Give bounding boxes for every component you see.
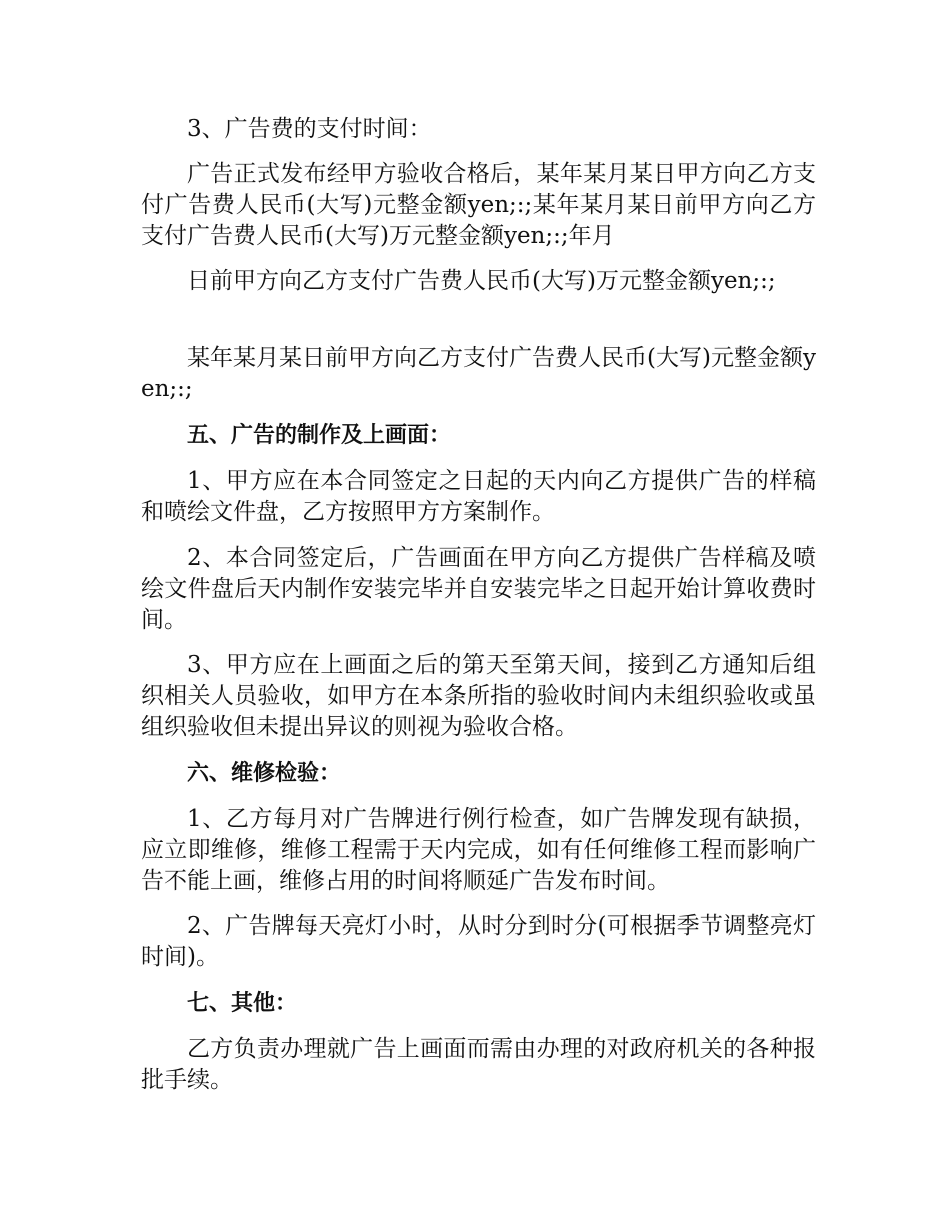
section-heading-other: 七、其他： (187, 991, 298, 1016)
paragraph-other-1: 乙方负责办理就广告上画面而需由办理的对政府机关的各种报批手续。 (141, 1036, 816, 1093)
paragraph-production-1: 1、甲方应在本合同签定之日起的天内向乙方提供广告的样稿和喷绘文件盘，乙方按照甲方方案制作。 (141, 468, 816, 525)
paragraph-production-2: 2、本合同签定后，广告画面在甲方向乙方提供广告样稿及喷绘文件盘后天内制作安装完毕并自安装完毕之日起开始计算收费时间。 (141, 545, 816, 633)
paragraph-payment-time-title: 3、广告费的支付时间： (187, 116, 432, 142)
section-heading-production: 五、广告的制作及上画面： (187, 423, 452, 448)
paragraph-payment-schedule-1: 广告正式发布经甲方验收合格后，某年某月某日甲方向乙方支付广告费人民币(大写)元整金额yen;:;某年某月某日前甲方向乙方支付广告费人民币(大写)万元整金额yen;:;年月 (141, 161, 816, 249)
paragraph-production-3: 3、甲方应在上画面之后的第天至第天间，接到乙方通知后组织相关人员验收，如甲方在本条所指的验收时间内未组织验收或虽组织验收但未提出异议的则视为验收合格。 (141, 652, 816, 740)
paragraph-maintenance-2: 2、广告牌每天亮灯小时，从时分到时分(可根据季节调整亮灯时间)。 (141, 913, 816, 970)
paragraph-payment-schedule-2: 日前甲方向乙方支付广告费人民币(大写)万元整金额yen;:; (187, 268, 776, 294)
paragraph-payment-schedule-3: 某年某月某日前甲方向乙方支付广告费人民币(大写)元整金额yen;:; (141, 345, 816, 402)
paragraph-maintenance-1: 1、乙方每月对广告牌进行例行检查，如广告牌发现有缺损，应立即维修，维修工程需于天内完成，如有任何维修工程而影响广告不能上画，维修占用的时间将顺延广告发布时间。 (141, 806, 816, 894)
section-heading-maintenance: 六、维修检验： (187, 761, 342, 786)
